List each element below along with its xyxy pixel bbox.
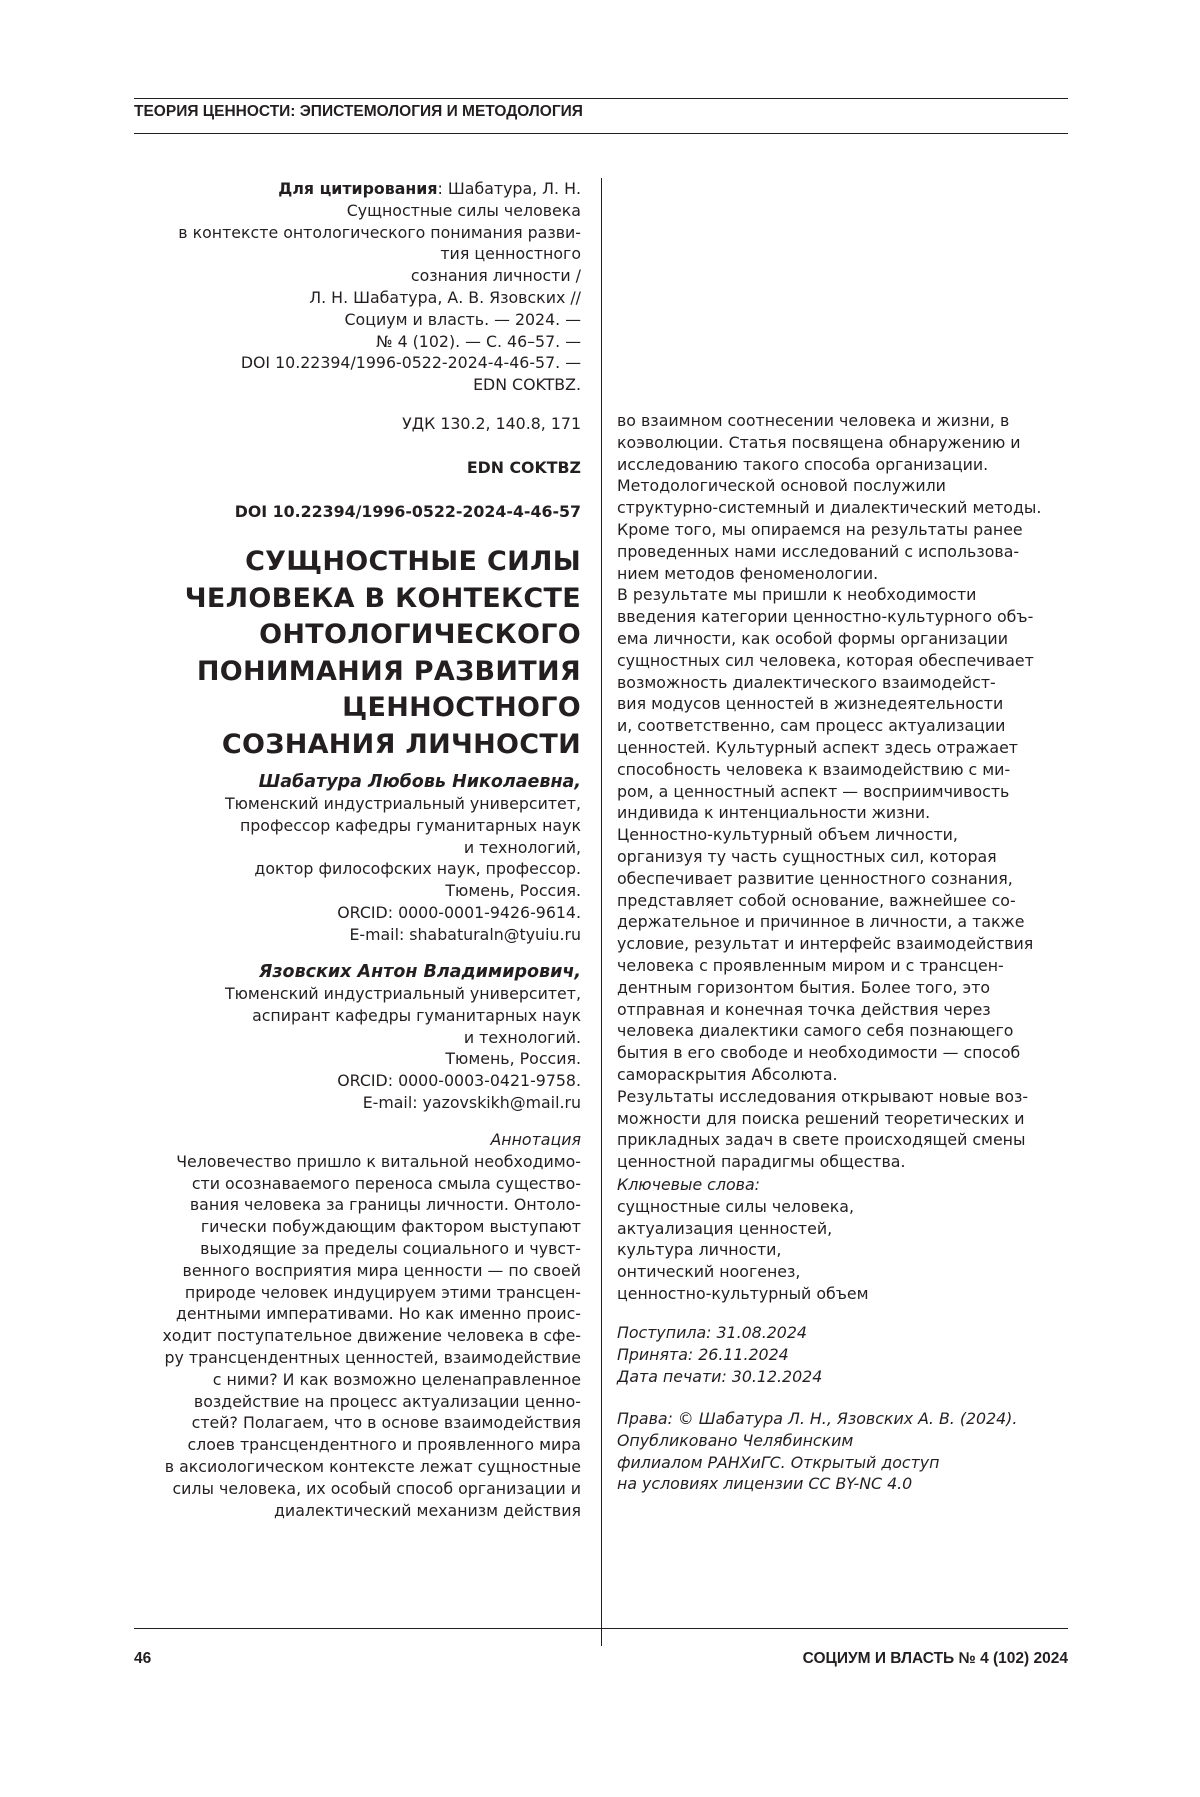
author-info-line: Тюменский индустриальный университет, — [134, 793, 581, 815]
abstract-line: и, соответственно, сам процесс актуализации — [617, 715, 1067, 737]
keywords-label: Ключевые слова: — [617, 1174, 1067, 1196]
author-name: Язовских Антон Владимирович, — [134, 961, 581, 983]
keyword: онтический ноогенез, — [617, 1261, 1067, 1283]
abstract-line: дентным горизонтом бытия. Более того, это — [617, 977, 1067, 999]
citation-line: Л. Н. Шабатура, А. В. Язовских // — [134, 287, 581, 309]
abstract-line: с ними? И как возможно целенаправленное — [134, 1369, 581, 1391]
citation-line: Сущностные силы человека — [134, 200, 581, 222]
header-bottom-rule — [134, 133, 1068, 134]
abstract-line: можности для поиска решений теоретических и — [617, 1108, 1067, 1130]
header-top-rule — [134, 98, 1068, 99]
author-info-line: доктор философских наук, профессор. — [134, 858, 581, 880]
citation-line: Для цитирования: Шабатура, Л. Н. — [134, 178, 581, 200]
author-orcid: ORCID: 0000-0003-0421-9758. — [134, 1070, 581, 1092]
abstract-line: природе человек индуцируем этими трансцен- — [134, 1282, 581, 1304]
edn: EDN COKTBZ — [134, 457, 581, 479]
abstract-line: вания человека за границы личности. Онтоло- — [134, 1194, 581, 1216]
title-line: ОНТОЛОГИЧЕСКОГО — [134, 617, 581, 654]
abstract-line: организуя ту часть сущностных сил, которая — [617, 846, 1067, 868]
abstract-line: Результаты исследования открывают новые воз- — [617, 1086, 1067, 1108]
title-line: ЦЕННОСТНОГО — [134, 690, 581, 727]
abstract-line: дентными императивами. Но как именно проис- — [134, 1303, 581, 1325]
citation-line: Социум и власть. — 2024. — — [134, 309, 581, 331]
rights-line: на условиях лицензии CC BY-NC 4.0 — [617, 1473, 1067, 1495]
abstract-line: Методологической основой послужили — [617, 475, 1067, 497]
author-email[interactable]: E-mail: yazovskikh@mail.ru — [134, 1092, 581, 1114]
abstract-line: ром, а ценностный аспект — восприимчивость — [617, 781, 1067, 803]
abstract-line: слоев трансцендентного и проявленного мира — [134, 1434, 581, 1456]
abstract-line: бытия в его свободе и необходимости — способ — [617, 1042, 1067, 1064]
abstract-line: выходящие за пределы социального и чувст- — [134, 1238, 581, 1260]
abstract-line: вия модусов ценностей в жизнедеятельности — [617, 693, 1067, 715]
citation-line: № 4 (102). — С. 46–57. — — [134, 331, 581, 353]
author-email[interactable]: E-mail: shabaturaln@tyuiu.ru — [134, 924, 581, 946]
citation-line: сознания личности / — [134, 265, 581, 287]
abstract-left — [134, 1129, 581, 1521]
rights-line: филиалом РАНХиГС. Открытый доступ — [617, 1452, 1067, 1474]
journal-name: СОЦИУМ И ВЛАСТЬ № 4 (102) 2024 — [803, 1650, 1068, 1668]
date-received: Поступила: 31.08.2024 — [617, 1322, 1067, 1344]
rights-line: Опубликовано Челябинским — [617, 1430, 1067, 1452]
author-block-2 — [134, 961, 581, 1114]
abstract-line: Кроме того, мы опираемся на результаты ранее — [617, 519, 1067, 541]
citation-line: в контексте онтологического понимания разви- — [134, 222, 581, 244]
author-info-line: и технологий. — [134, 1027, 581, 1049]
page-number: 46 — [134, 1650, 151, 1668]
title-line: ЧЕЛОВЕКА В КОНТЕКСТЕ — [134, 581, 581, 618]
section-title: ТЕОРИЯ ЦЕННОСТИ: ЭПИСТЕМОЛОГИЯ И МЕТОДОЛОГИЯ — [134, 103, 583, 121]
title-line: СОЗНАНИЯ ЛИЧНОСТИ — [134, 727, 581, 764]
keyword: ценностно-культурный объем — [617, 1283, 1067, 1305]
abstract-line: держательное и причинное в личности, а также — [617, 911, 1067, 933]
abstract-line: стей? Полагаем, что в основе взаимодействия — [134, 1412, 581, 1434]
abstract-line: В результате мы пришли к необходимости — [617, 584, 1067, 606]
udk: УДК 130.2, 140.8, 171 — [134, 413, 581, 435]
citation-label: Для цитирования — [278, 179, 437, 198]
abstract-line: нием методов феноменологии. — [617, 563, 1067, 585]
keyword: сущностные силы человека, — [617, 1196, 1067, 1218]
keyword: актуализация ценностей, — [617, 1218, 1067, 1240]
abstract-line: самораскрытия Абсолюта. — [617, 1064, 1067, 1086]
author-info-line: Тюменский индустриальный университет, — [134, 983, 581, 1005]
abstract-line: воздействие на процесс актуализации ценно- — [134, 1391, 581, 1413]
abstract-label: Аннотация — [134, 1129, 581, 1151]
abstract-line: человека диалектики самого себя познающего — [617, 1020, 1067, 1042]
abstract-line: Человечество пришло к витальной необходимо- — [134, 1151, 581, 1173]
abstract-line: возможность диалектического взаимодейст- — [617, 672, 1067, 694]
abstract-line: сти осознаваемого переноса смыла существо- — [134, 1173, 581, 1195]
abstract-line: Ценностно-культурный объем личности, — [617, 824, 1067, 846]
abstract-line: прикладных задач в свете происходящей смены — [617, 1129, 1067, 1151]
abstract-line: сущностных сил человека, которая обеспечивает — [617, 650, 1067, 672]
abstract-line: в аксиологическом контексте лежат сущностные — [134, 1456, 581, 1478]
abstract-line: гически побуждающим фактором выступают — [134, 1216, 581, 1238]
footer-rule — [134, 1628, 1068, 1629]
citation-line: тия ценностного — [134, 243, 581, 265]
date-printed: Дата печати: 30.12.2024 — [617, 1366, 1067, 1388]
author-block-1 — [134, 771, 581, 946]
author-info-line: Тюмень, Россия. — [134, 880, 581, 902]
abstract-line: индивида к интенциальности жизни. — [617, 802, 1067, 824]
citation-block — [134, 178, 581, 396]
citation-line: EDN COKTBZ. — [134, 374, 581, 396]
abstract-line: венного восприятия мира ценности — по своей — [134, 1260, 581, 1282]
dates-block — [617, 1322, 1067, 1387]
title-line: СУЩНОСТНЫЕ СИЛЫ — [134, 544, 581, 581]
abstract-line: проведенных нами исследований с использова- — [617, 541, 1067, 563]
abstract-line: диалектический механизм действия — [134, 1500, 581, 1522]
abstract-line: ценностной парадигмы общества. — [617, 1151, 1067, 1173]
abstract-line: ема личности, как особой формы организации — [617, 628, 1067, 650]
column-divider — [601, 178, 602, 1646]
abstract-line: силы человека, их особый способ организации и — [134, 1478, 581, 1500]
rights-block — [617, 1408, 1067, 1495]
rights-line: Права: © Шабатура Л. Н., Язовских А. В. (2024). — [617, 1408, 1067, 1430]
abstract-line: введения категории ценностно-культурного объ- — [617, 606, 1067, 628]
article-title — [134, 544, 581, 763]
doi: DOI 10.22394/1996-0522-2024-4-46-57 — [134, 501, 581, 523]
abstract-line: во взаимном соотнесении человека и жизни, в — [617, 410, 1067, 432]
abstract-line: ру трансцендентных ценностей, взаимодействие — [134, 1347, 581, 1369]
abstract-line: ценностей. Культурный аспект здесь отражает — [617, 737, 1067, 759]
author-info-line: Тюмень, Россия. — [134, 1048, 581, 1070]
author-info-line: аспирант кафедры гуманитарных наук — [134, 1005, 581, 1027]
keywords-block — [617, 1174, 1067, 1305]
author-orcid: ORCID: 0000-0001-9426-9614. — [134, 902, 581, 924]
abstract-line: структурно-системный и диалектический методы. — [617, 497, 1067, 519]
author-info-line: и технологий, — [134, 837, 581, 859]
title-line: ПОНИМАНИЯ РАЗВИТИЯ — [134, 654, 581, 691]
abstract-line: отправная и конечная точка действия через — [617, 999, 1067, 1021]
abstract-line: ходит поступательное движение человека в сфе- — [134, 1325, 581, 1347]
abstract-line: человека с проявленным миром и с трансцен- — [617, 955, 1067, 977]
abstract-line: исследованию такого способа организации. — [617, 454, 1067, 476]
abstract-right — [617, 410, 1067, 1173]
abstract-line: обеспечивает развитие ценностного сознания, — [617, 868, 1067, 890]
date-accepted: Принята: 26.11.2024 — [617, 1344, 1067, 1366]
abstract-line: представляет собой основание, важнейшее со- — [617, 890, 1067, 912]
author-info-line: профессор кафедры гуманитарных наук — [134, 815, 581, 837]
citation-line: DOI 10.22394/1996-0522-2024-4-46-57. — — [134, 352, 581, 374]
author-name: Шабатура Любовь Николаевна, — [134, 771, 581, 793]
abstract-line: способность человека к взаимодействию с ми- — [617, 759, 1067, 781]
abstract-line: коэволюции. Статья посвящена обнаружению и — [617, 432, 1067, 454]
keyword: культура личности, — [617, 1239, 1067, 1261]
abstract-line: условие, результат и интерфейс взаимодействия — [617, 933, 1067, 955]
